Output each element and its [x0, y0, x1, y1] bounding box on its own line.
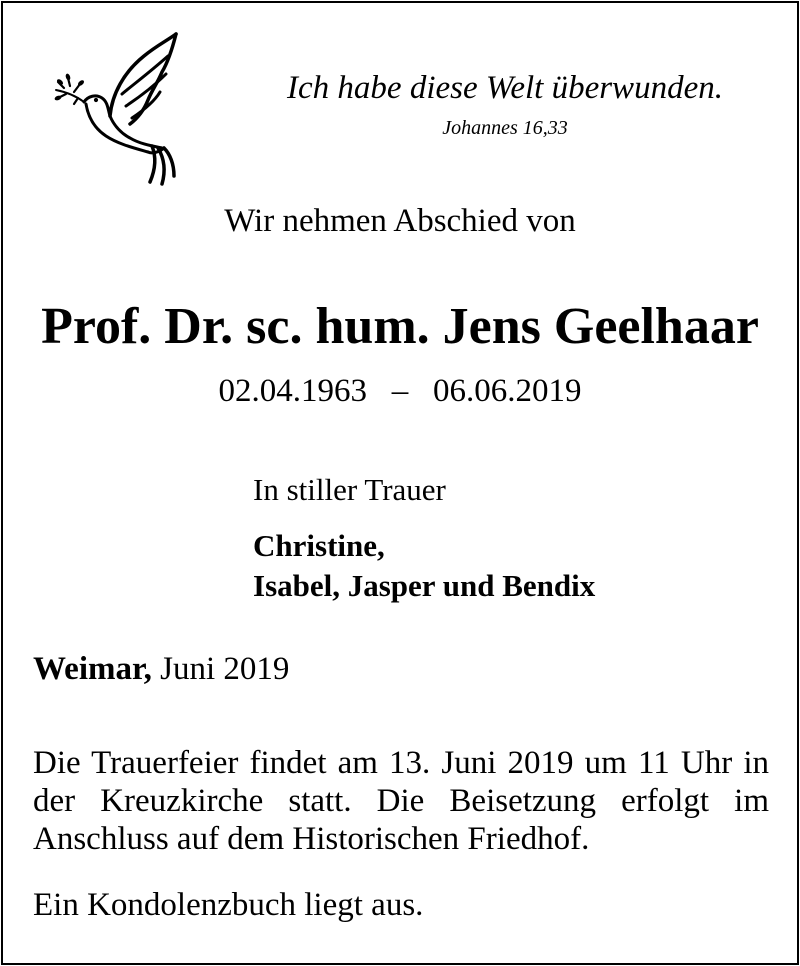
deceased-name: Prof. Dr. sc. hum. Jens Geelhaar: [41, 298, 759, 355]
life-dates: 02.04.1963 – 06.06.2019: [218, 373, 582, 409]
farewell-intro: Wir nehmen Abschied von: [224, 203, 576, 239]
place-and-date: [33, 648, 289, 690]
mourners-line-2: Isabel, Jasper und Bendix: [253, 568, 596, 603]
place-city: Weimar,: [33, 651, 152, 687]
place-date: Juni 2019: [151, 651, 290, 687]
ceremony-notice: Die Trauerfeier findet am 13. Juni 2019 um 11 Uhr in der Kreuzkirche statt. Die Beisetzung erfolgt im Anschluss auf dem Historischen Friedhof.: [33, 745, 769, 857]
quote-source: Johannes 16,33: [442, 117, 568, 139]
mourning-label: In stiller Trauer: [253, 472, 446, 507]
condolence-notice: Ein Kondolenzbuch liegt aus.: [33, 887, 424, 923]
dove-icon: [52, 30, 187, 190]
mourners-line-1: Christine,: [253, 528, 385, 563]
mourners-names: [253, 526, 595, 606]
bible-quote: Ich habe diese Welt überwunden.: [287, 70, 723, 106]
